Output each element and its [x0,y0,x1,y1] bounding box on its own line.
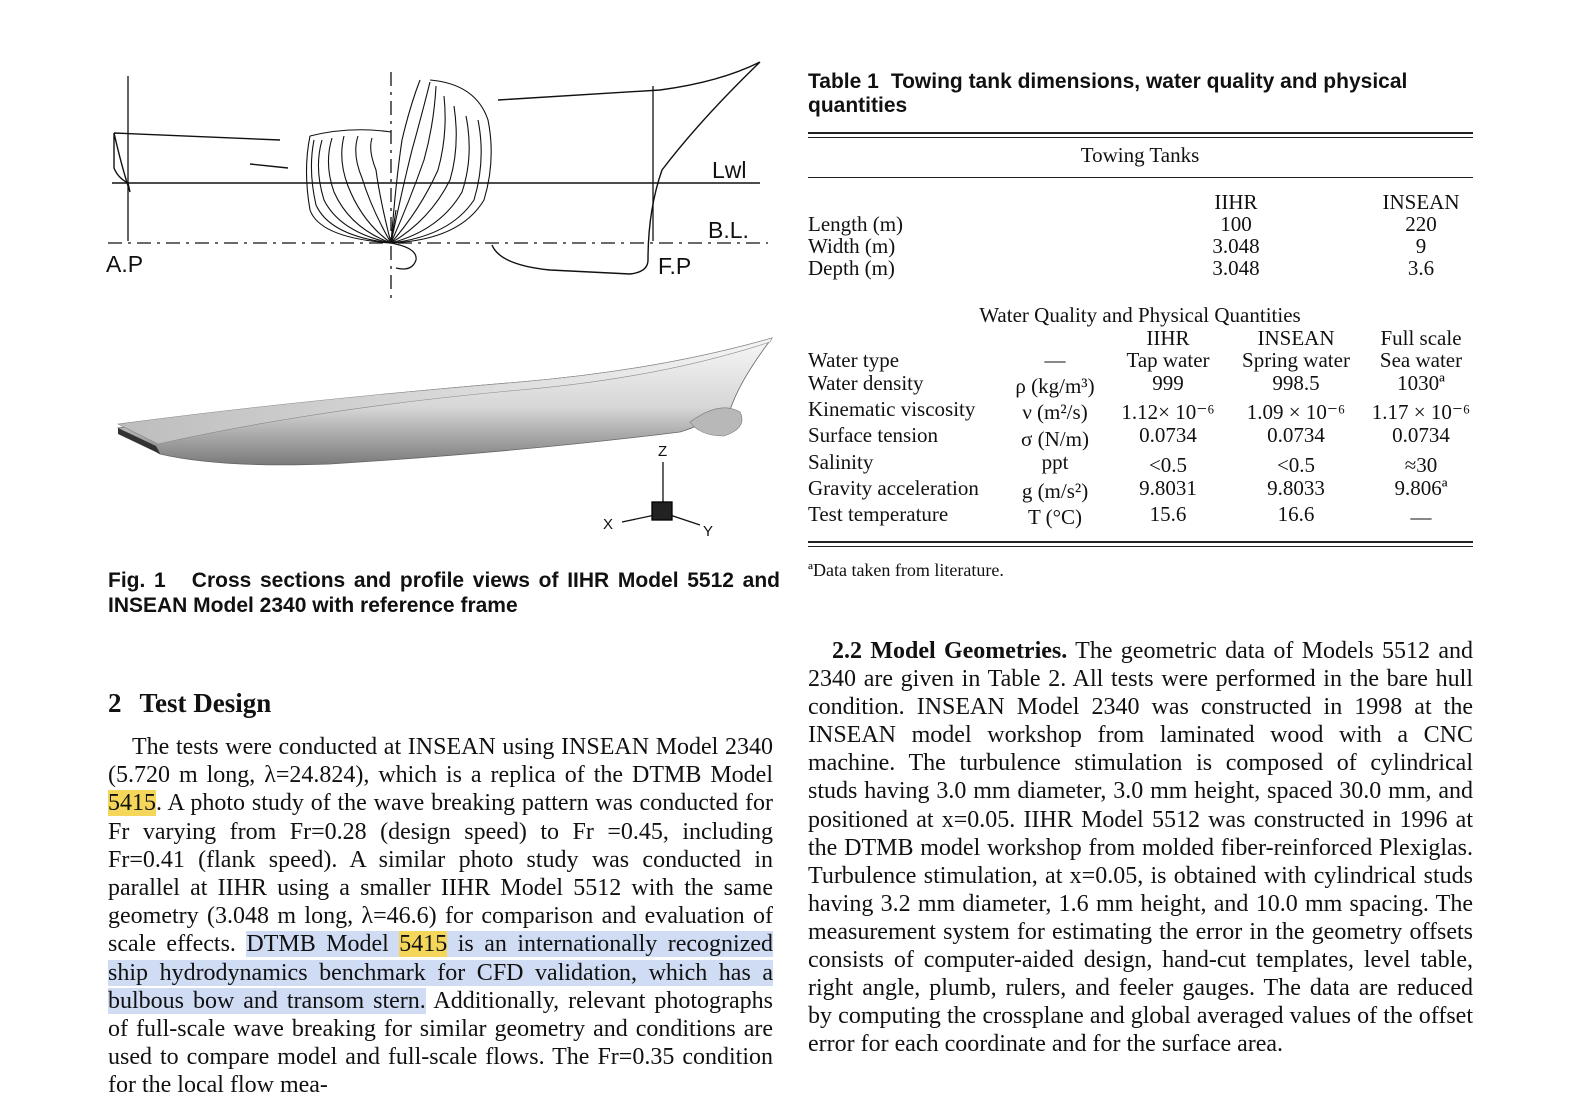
wq-unit: ppt [1041,450,1069,474]
wq-cell: ≈30 [1404,453,1438,477]
wq-cell: Tap water [1126,348,1210,372]
section-2-2-body [808,637,1473,1058]
axis-x: X [603,516,614,533]
tank-cell: 3.048 [1212,234,1260,258]
section-2-2-text: The geometric data of Models 5512 and 2340 are given in Table 2. All tests were performed in the bare hull condition. INSEAN Model 2340 was constructed in 1998 at the INSEAN model workshop from laminated wood with a CNC machine. The turbulence stimulation is composed of cylindrical studs having 3.0 mm diameter, 3.0 mm height, spaced 30.0 mm, and positioned at x=0.05. IIHR Model 5512 was constructed in 1996 at the DTMB model workshop from molded fiber-reinforced Plexiglas. Turbulence stimulation, at x=0.05, is obtained with cylindrical studs having 3.2 mm diameter, 1.6 mm height, and 10.0 mm spacing. The measurement system for estimating the error in the geometry offsets consists of computer-aided design, hand-cut templates, level table, right angle, plumb, rulers, and feeler gauges. The data are reduced by computing the crossplane and global averaged values of the offset error for each coordinate and for the surface area. [808,638,1473,1058]
water-quality-header: Water Quality and Physical Quantities [979,303,1301,327]
label-bl: B.L. [708,217,749,243]
reference-frame [622,462,700,525]
body-plan-bow [391,80,491,243]
wq-col-full-scale: Full scale [1380,326,1462,350]
wq-cell: Spring water [1242,348,1350,372]
highlight-5415-second[interactable]: 5415 [399,931,448,958]
wq-unit: σ (N/m) [1021,427,1089,451]
table-top-rule [808,132,1473,134]
table-title: Towing tank dimensions, water quality and physical quantities [808,70,1408,117]
wq-cell: 1.09 × 10⁻⁶ [1246,400,1346,424]
wq-row-name: Water density [808,371,924,395]
tank-col-iihr: IIHR [1214,190,1258,214]
figure-caption-label: Fig. 1 [108,569,166,592]
wq-cell: 999 [1152,371,1184,395]
section-title: Test Design [139,688,272,718]
body-plan-stern [307,130,392,243]
wq-row-name: Water type [808,348,900,372]
tank-row-name: Width (m) [808,234,896,258]
wq-cell: <0.5 [1148,453,1188,477]
wq-cell: 1030ª [1397,371,1445,395]
tank-col-insean: INSEAN [1382,190,1460,214]
figure-caption-text: Cross sections and profile views of IIHR Model 5512 and INSEAN Model 2340 with reference frame [108,569,780,617]
wq-cell: 9.806ª [1394,476,1448,500]
tank-cell: 100 [1220,212,1252,236]
wq-unit: T (°C) [1027,505,1083,529]
axis-z: Z [658,443,668,460]
tank-cell: 9 [1415,234,1427,258]
wq-unit: g (m/s²) [1021,479,1089,503]
wq-cell: 15.6 [1149,502,1187,526]
figure-caption [108,568,780,618]
wq-cell: 16.6 [1277,502,1315,526]
table-footnote: ªData taken from literature. [808,560,1004,580]
section-heading [108,688,271,719]
label-ap: A.P [106,251,144,277]
label-fp: F.P [658,253,692,279]
wq-row-name: Kinematic viscosity [808,397,976,421]
wq-cell: — [1410,505,1432,529]
table-bottom-rule-2 [808,546,1473,547]
body-text-b: . A photo study of the wave breaking pattern was conducted for Fr varying from Fr=0.28 (design speed) to Fr =0.45, including Fr=0.41 (flank speed). A similar photo study was conducted in parallel at IIHR using a smaller IIHR Model 5512 with the same geometry (3.048 m long, λ=46.6) for comparison and evaluation of scale effects. [108,790,773,958]
hull-drawing [100,60,800,570]
tank-row-name: Length (m) [808,212,904,236]
wq-col-iihr: IIHR [1146,326,1190,350]
axis-y: Y [703,523,714,540]
wq-cell: 0.0734 [1267,423,1325,447]
section-body [108,733,773,1100]
highlight-5415-first[interactable]: 5415 [108,790,156,817]
wq-row-name: Gravity acceleration [808,476,979,500]
bulb-profile [391,243,416,269]
wq-col-insean: INSEAN [1257,326,1335,350]
wq-row-name: Test temperature [808,502,949,526]
wq-cell: <0.5 [1276,453,1316,477]
table-top-rule-2 [808,137,1473,138]
table-label: Table 1 [808,70,879,93]
wq-unit: ρ (kg/m³) [1015,374,1095,398]
label-lwl: Lwl [712,157,747,183]
wq-row-name: Salinity [808,450,874,474]
tank-cell: 3.048 [1212,256,1260,280]
wq-row-name: Surface tension [808,423,939,447]
towing-header-rule [808,177,1473,178]
tank-row-name: Depth (m) [808,256,895,280]
selected-text-b: is an internationally recognized ship hydrodynamics benchmark for CFD validation, which has a bulbous bow and transom stern. [108,931,773,1014]
section-number: 2 [108,688,122,718]
wq-unit: — [1044,348,1066,372]
table-bottom-rule [808,541,1473,543]
section-2-2-heading: 2.2 Model Geometries. [832,638,1068,664]
body-text-a: The tests were conducted at INSEAN using INSEAN Model 2340 (5.720 m long, λ=24.824), which is a replica of the DTMB Model [108,734,773,789]
wq-cell: 0.0734 [1392,423,1450,447]
wq-cell: 0.0734 [1139,423,1197,447]
tank-cell: 220 [1405,212,1437,236]
wq-cell: 1.17 × 10⁻⁶ [1371,400,1471,424]
wq-cell: 9.8033 [1267,476,1325,500]
wq-cell: Sea water [1379,348,1463,372]
body-text-c: Additionally, relevant photographs of full-scale wave breaking for similar geometry and conditions are used to compare model and full-scale flows. The Fr=0.35 condition for the local flow mea- [108,987,773,1099]
wq-cell: 998.5 [1272,371,1320,395]
tank-cell: 3.6 [1407,256,1435,280]
hull-figure [100,60,800,570]
wq-unit: ν (m²/s) [1022,400,1088,424]
wq-cell: 1.12× 10⁻⁶ [1121,400,1215,424]
hull-3d-view [118,338,772,465]
table-caption [808,70,1478,118]
wq-cell: 9.8031 [1139,476,1197,500]
selected-text-a: DTMB Model [246,931,400,958]
towing-tanks-header: Towing Tanks [1080,143,1200,167]
